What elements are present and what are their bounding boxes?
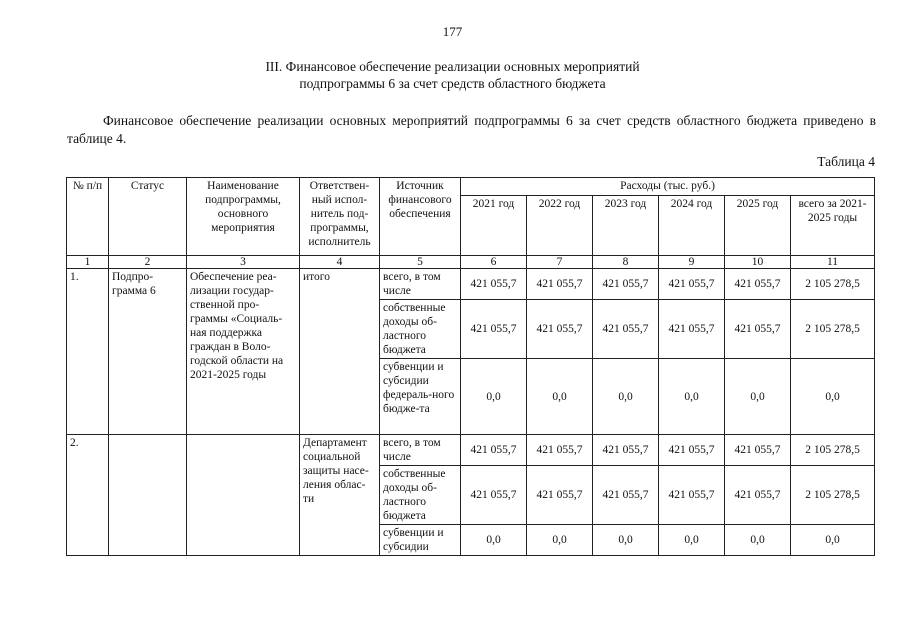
column-number: 4 — [300, 256, 380, 269]
column-number: 6 — [461, 256, 527, 269]
value-cell: 0,0 — [593, 525, 659, 556]
column-number: 11 — [791, 256, 875, 269]
financing-table — [66, 177, 875, 556]
value-cell: 421 055,7 — [725, 435, 791, 466]
value-cell: 0,0 — [527, 359, 593, 435]
section-title-line-1: III. Финансовое обеспечение реализации основных мероприятий — [265, 59, 640, 74]
value-cell: 421 055,7 — [593, 300, 659, 359]
header-year: 2023 год — [593, 196, 659, 256]
value-cell: 2 105 278,5 — [791, 269, 875, 300]
value-cell: 421 055,7 — [461, 466, 527, 525]
header-year: 2021 год — [461, 196, 527, 256]
value-cell: 421 055,7 — [725, 269, 791, 300]
value-cell: 0,0 — [791, 525, 875, 556]
value-cell: 421 055,7 — [593, 435, 659, 466]
row-status: Подпро-грамма 6 — [109, 269, 187, 435]
header-row-1 — [67, 178, 875, 196]
value-cell: 2 105 278,5 — [791, 466, 875, 525]
section-title-line-2: подпрограммы 6 за счет средств областного бюджета — [299, 76, 606, 91]
header-year: 2025 год — [725, 196, 791, 256]
header-name: Наименование подпрограммы, основного мероприятия — [187, 178, 300, 256]
row-responsible: итого — [300, 269, 380, 435]
column-number: 1 — [67, 256, 109, 269]
row-num: 2. — [67, 435, 109, 556]
value-cell: 421 055,7 — [659, 435, 725, 466]
row-source: собственные доходы об-ластного бюджета — [380, 300, 461, 359]
value-cell: 421 055,7 — [527, 466, 593, 525]
value-cell: 0,0 — [527, 525, 593, 556]
row-responsible: Департамент социальной защиты насе-ления облас-ти — [300, 435, 380, 556]
row-num: 1. — [67, 269, 109, 435]
row-name: Обеспечение реа-лизации государ-ственной про-граммы «Социаль-ная поддержка граждан в Воло-годской области на 2021-2025 годы — [187, 269, 300, 435]
value-cell: 421 055,7 — [461, 435, 527, 466]
value-cell: 0,0 — [725, 359, 791, 435]
value-cell: 0,0 — [725, 525, 791, 556]
header-source: Источник финансового обеспечения — [380, 178, 461, 256]
value-cell: 421 055,7 — [527, 435, 593, 466]
header-num: № п/п — [67, 178, 109, 256]
value-cell: 421 055,7 — [527, 269, 593, 300]
value-cell: 421 055,7 — [461, 300, 527, 359]
header-year: 2022 год — [527, 196, 593, 256]
value-cell: 0,0 — [659, 359, 725, 435]
value-cell: 421 055,7 — [659, 466, 725, 525]
value-cell: 0,0 — [461, 525, 527, 556]
row-source: субвенции и субсидии федераль-ного бюдже-та — [380, 359, 461, 435]
header-status: Статус — [109, 178, 187, 256]
value-cell: 2 105 278,5 — [791, 435, 875, 466]
column-number: 7 — [527, 256, 593, 269]
row-name — [187, 435, 300, 556]
value-cell: 421 055,7 — [725, 466, 791, 525]
value-cell: 421 055,7 — [725, 300, 791, 359]
value-cell: 0,0 — [461, 359, 527, 435]
column-number: 3 — [187, 256, 300, 269]
value-cell: 0,0 — [659, 525, 725, 556]
value-cell: 421 055,7 — [527, 300, 593, 359]
header-responsible: Ответствен-ный испол-нитель под-программы, исполнитель — [300, 178, 380, 256]
value-cell: 421 055,7 — [593, 466, 659, 525]
value-cell: 421 055,7 — [659, 300, 725, 359]
column-number: 5 — [380, 256, 461, 269]
column-number: 2 — [109, 256, 187, 269]
value-cell: 2 105 278,5 — [791, 300, 875, 359]
row-source: субвенции и субсидии — [380, 525, 461, 556]
table-caption: Таблица 4 — [817, 154, 875, 169]
table-row — [67, 435, 875, 466]
row-source: всего, в том числе — [380, 269, 461, 300]
value-cell: 421 055,7 — [659, 269, 725, 300]
value-cell: 421 055,7 — [461, 269, 527, 300]
header-total: всего за 2021-2025 годы — [791, 196, 875, 256]
value-cell: 0,0 — [791, 359, 875, 435]
column-number: 9 — [659, 256, 725, 269]
row-source: всего, в том числе — [380, 435, 461, 466]
header-expenses: Расходы (тыс. руб.) — [461, 178, 875, 196]
header-year: 2024 год — [659, 196, 725, 256]
page-number: 177 — [442, 24, 463, 39]
section-title — [0, 58, 905, 92]
table-row — [67, 269, 875, 300]
value-cell: 0,0 — [593, 359, 659, 435]
intro-paragraph: Финансовое обеспечение реализации основных мероприятий подпрограммы 6 за счет средств областного бюджета приведено в таблице 4. — [67, 113, 876, 146]
value-cell: 421 055,7 — [593, 269, 659, 300]
row-status — [109, 435, 187, 556]
column-number: 10 — [725, 256, 791, 269]
row-source: собственные доходы об-ластного бюджета — [380, 466, 461, 525]
column-number-row — [67, 256, 875, 269]
column-number: 8 — [593, 256, 659, 269]
